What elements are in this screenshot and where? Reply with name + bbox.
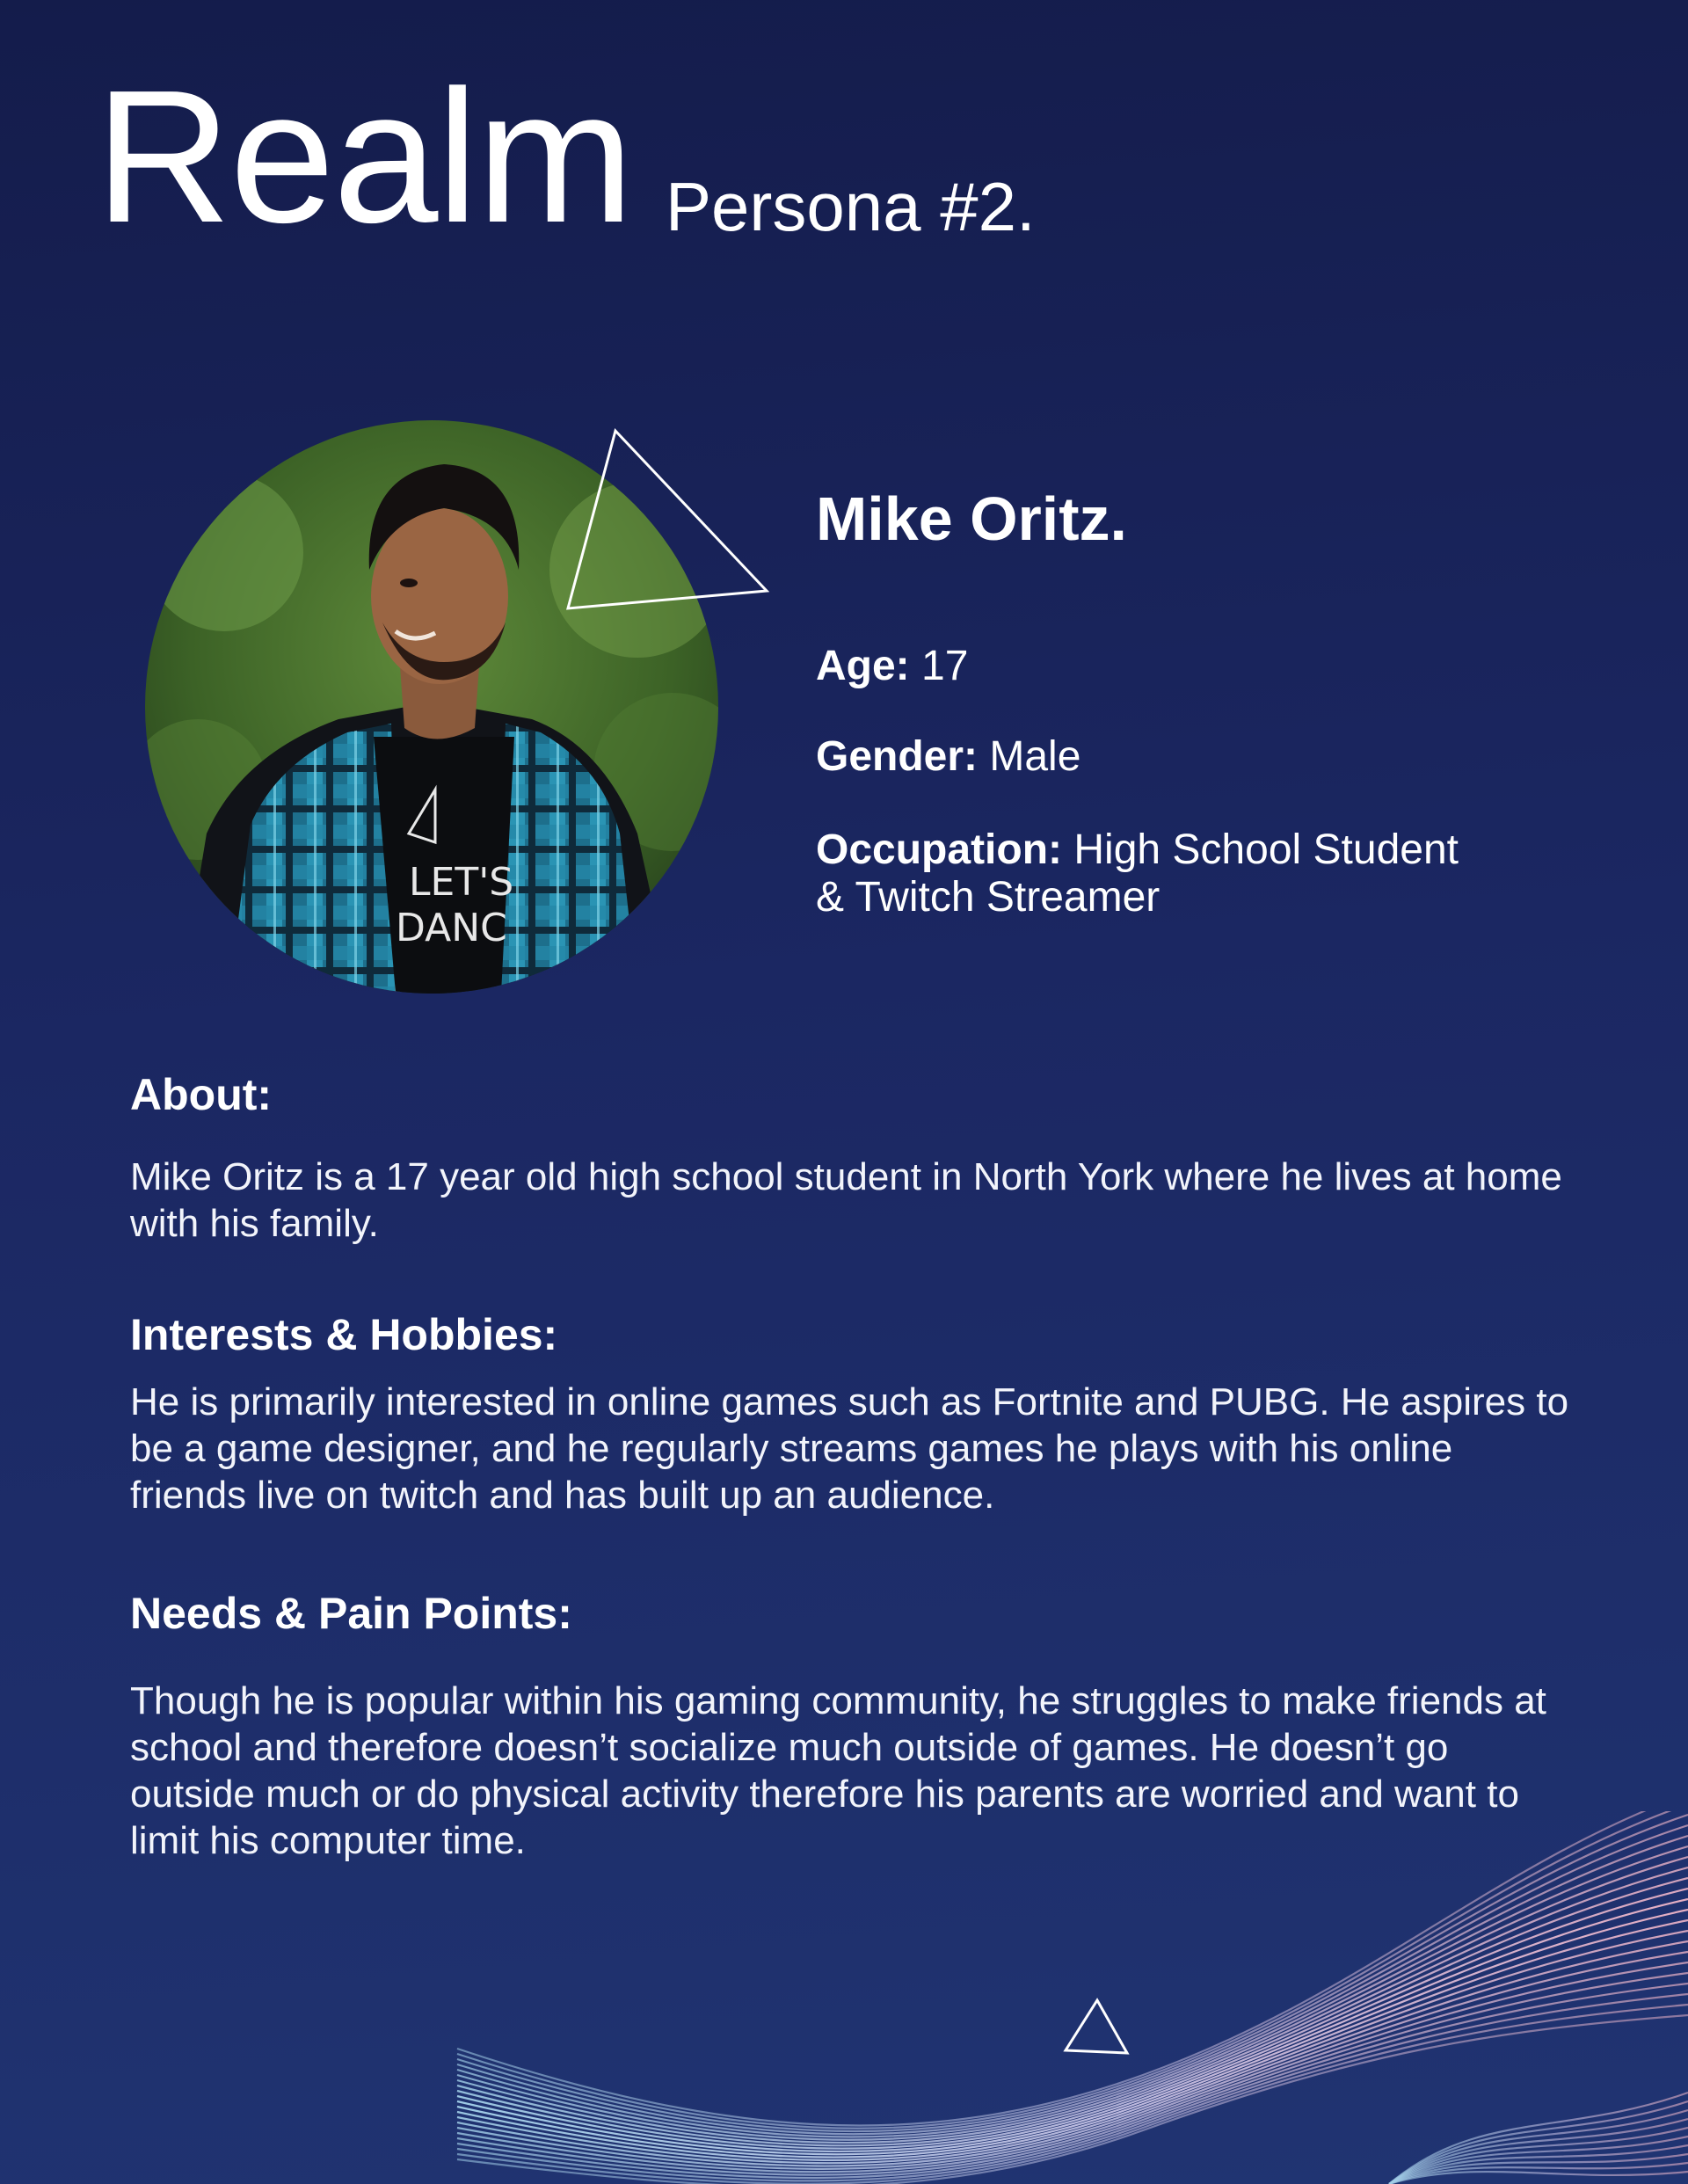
persona-number: Persona #2. <box>666 168 1036 245</box>
wave-line <box>457 1815 1688 2131</box>
brand-logo: Realm <box>95 50 633 262</box>
wave-line <box>457 1811 1688 2125</box>
occupation-value-line2: & Twitch Streamer <box>816 873 1160 921</box>
about-heading: About: <box>130 1070 273 1119</box>
occupation-label: Occupation: <box>816 826 1063 873</box>
interests-heading: Interests & Hobbies: <box>130 1310 558 1359</box>
occupation-value: High School Student <box>1073 826 1459 873</box>
persona-name: Mike Oritz. <box>816 484 1127 553</box>
small-triangle-icon <box>1066 2000 1127 2053</box>
needs-text: Though he is popular within his gaming community, he struggles to make friends at school and therefore doesn’t socialize much outside of games. He doesn’t go outside much or do physical activity therefore his parents are worried and want to limit his computer time. <box>130 1679 1546 1862</box>
age-field <box>816 644 968 690</box>
about-text: Mike Oritz is a 17 year old high school student in North York where he lives at home with his family. <box>130 1155 1562 1245</box>
age-label: Age: <box>816 643 910 689</box>
wave-line <box>457 1825 1688 2134</box>
interests-text: He is primarily interested in online games such as Fortnite and PUBG. He aspires to be a game designer, and he regularly streams games he plays with his online friends live on twitch and has built up an audience. <box>130 1380 1569 1517</box>
gender-field <box>816 734 1080 781</box>
wave-line <box>457 1836 1688 2137</box>
shirt-text-line1: LET'S <box>409 860 514 905</box>
triangle-outline-icon <box>563 422 774 615</box>
needs-heading: Needs & Pain Points: <box>130 1589 572 1638</box>
wave-lines-icon <box>0 1811 1688 2184</box>
shirt-text-line2: DANC <box>396 906 507 950</box>
age-value: 17 <box>921 643 969 689</box>
gender-label: Gender: <box>816 733 979 780</box>
occupation-field <box>816 826 1537 921</box>
gender-value: Male <box>989 733 1081 780</box>
wave-line <box>1389 2172 1688 2184</box>
